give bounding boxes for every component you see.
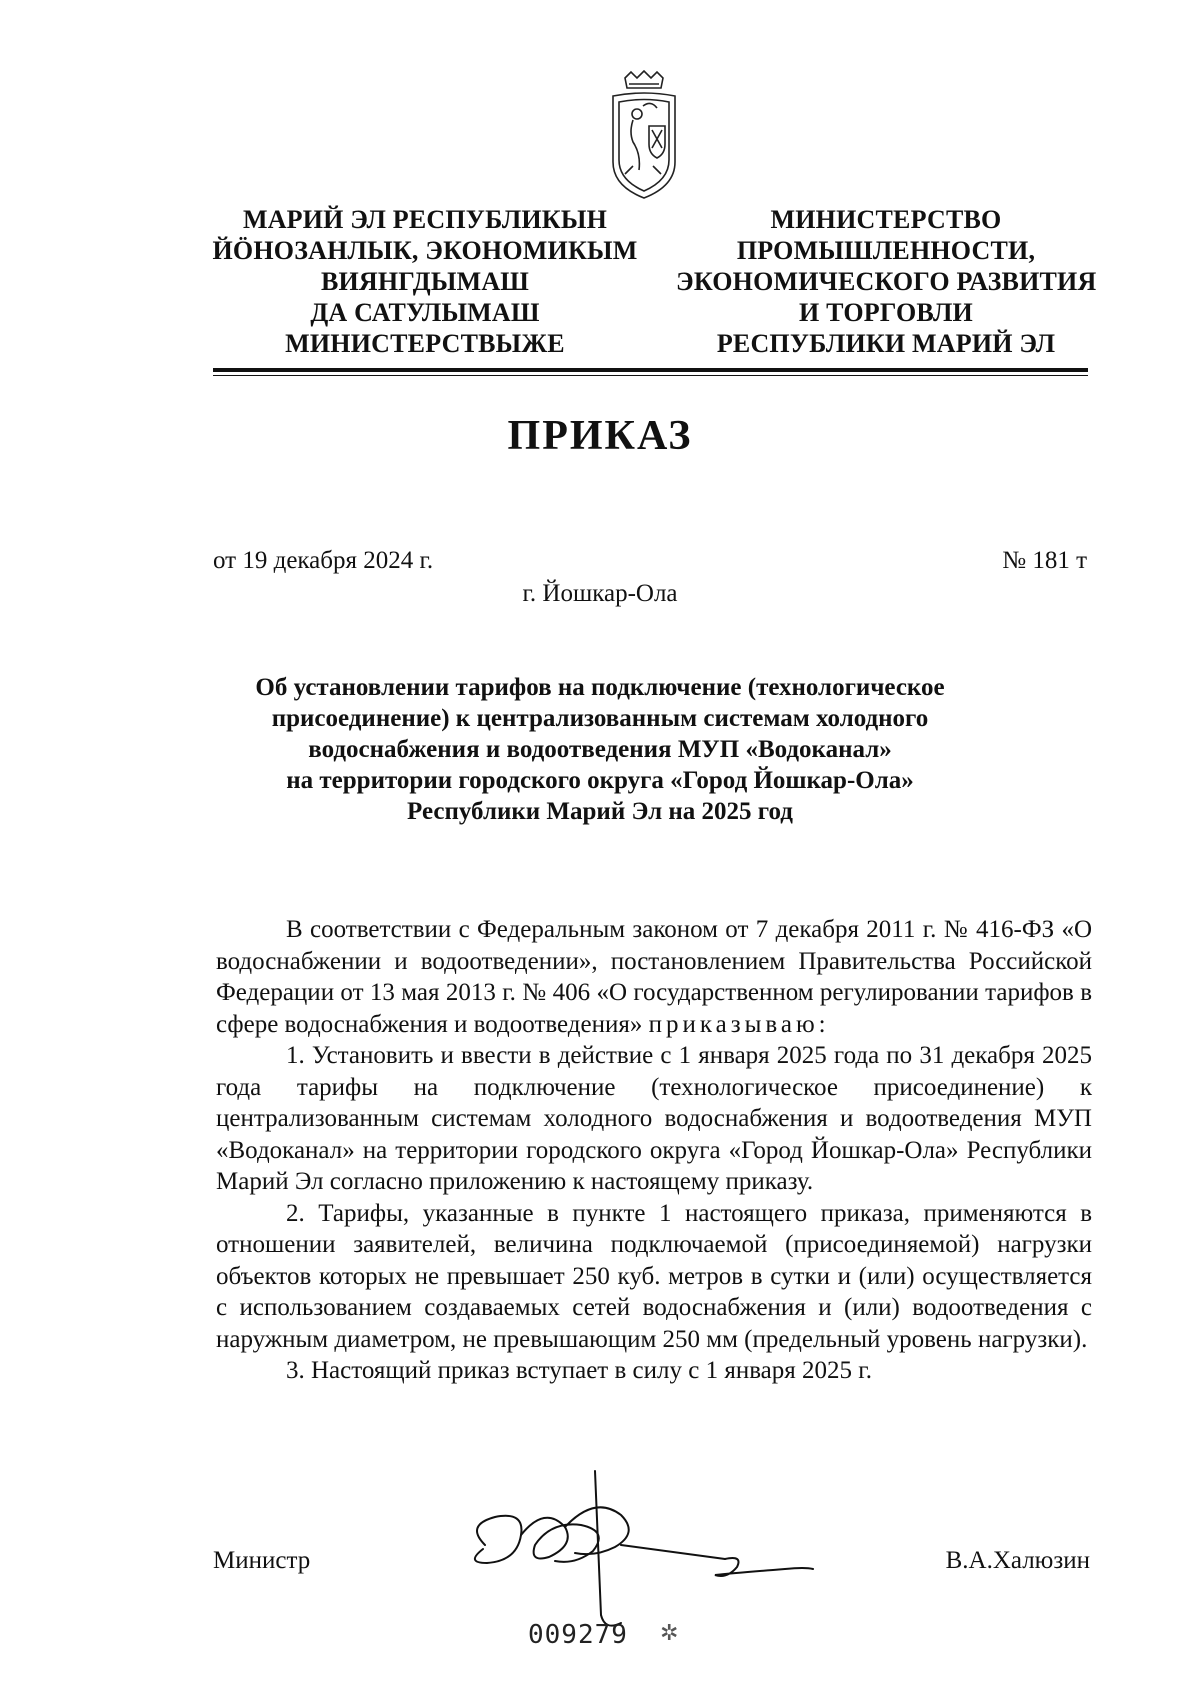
signatory-name: В.А.Халюзин [945, 1547, 1090, 1574]
header-right-line: ЭКОНОМИЧЕСКОГО РАЗВИТИЯ [676, 267, 1097, 296]
subject-line: Республики Марий Эл на 2025 год [407, 798, 793, 825]
header-left-line: МАРИЙ ЭЛ РЕСПУБЛИКЫН [242, 205, 608, 234]
item-3-paragraph: 3. Настоящий приказ вступает в силу с 1 января 2025 г. [286, 1357, 872, 1384]
subject-line: на территории городского округа «Город Йошкар-Ола» [286, 767, 914, 794]
header-left-ministry-name [200, 204, 650, 359]
handwritten-signature-icon [425, 1465, 845, 1655]
order-date: от 19 декабря 2024 г. [213, 547, 434, 574]
preamble-text: В соответствии с Федеральным законом от 7 декабря 2011 г. № 416-ФЗ «О водоснабжении и водоотведении», постановлением Правительства Российской Федерации от 13 мая 2013 г. № 406 «О государственном регулировании тарифов в сфере водоснабжения и водоотведения» [216, 916, 1092, 1038]
header-left-line: МИНИСТЕРСТВЫЖЕ [285, 329, 565, 358]
order-city: г. Йошкар-Ола [522, 580, 678, 607]
header-divider-thick [213, 368, 1088, 372]
item-1-paragraph: 1. Установить и ввести в действие с 1 января 2025 года по 31 декабря 2025 года тарифы на подключение (технологическое присоединение) к централизованным системам холодного водоснабжения и водоотведения МУП «Водоканал» на территории городского округа «Город Йошкар-Ола» Республики Марий Эл согласно приложению к настоящему приказу. [216, 1042, 1092, 1195]
document-title: ПРИКАЗ [507, 413, 693, 459]
header-left-line: ВИЯНГДЫМАШ [320, 267, 530, 296]
stamp-mark-icon: ✲ [660, 1620, 679, 1645]
header-right-ministry-name [676, 204, 1096, 359]
header-right-line: РЕСПУБЛИКИ МАРИЙ ЭЛ [716, 329, 1056, 358]
item-2-paragraph: 2. Тарифы, указанные в пункте 1 настоящего приказа, применяются в отношении заявителей, величина подключаемой (присоединяемой) нагрузки объектов которых не превышает 250 куб. метров в сутки и (или) осуществляется с использованием создаваемых сетей водоснабжения и (или) водоотведения с наружным диаметром, не превышающим 250 мм (предельный уровень нагрузки). [216, 1199, 1092, 1353]
coat-of-arms-icon [603, 70, 685, 202]
signatory-role: Министр [213, 1547, 311, 1574]
subject-line: водоснабжения и водоотведения МУП «Водоканал» [308, 736, 892, 763]
header-right-line: МИНИСТЕРСТВО [770, 205, 1002, 234]
order-subject [200, 672, 1000, 827]
header-divider-thin [213, 375, 1088, 376]
order-number: № 181 т [1002, 547, 1087, 574]
header-left-line: ЙÖНОЗАНЛЫК, ЭКОНОМИКЫМ [212, 236, 638, 265]
order-word: приказываю: [648, 1010, 830, 1038]
order-body [216, 914, 1092, 1387]
subject-line: Об установлении тарифов на подключение (технологическое [255, 674, 945, 701]
header-left-line: ДА САТУЛЫМАШ [310, 298, 540, 327]
subject-line: присоединение) к централизованным системам холодного [271, 705, 929, 732]
header-right-line: И ТОРГОВЛИ [799, 298, 973, 327]
preamble-paragraph [216, 914, 1092, 1040]
header-right-line: ПРОМЫШЛЕННОСТИ, [736, 236, 1036, 265]
document-serial-number: 009279 [528, 1620, 628, 1650]
